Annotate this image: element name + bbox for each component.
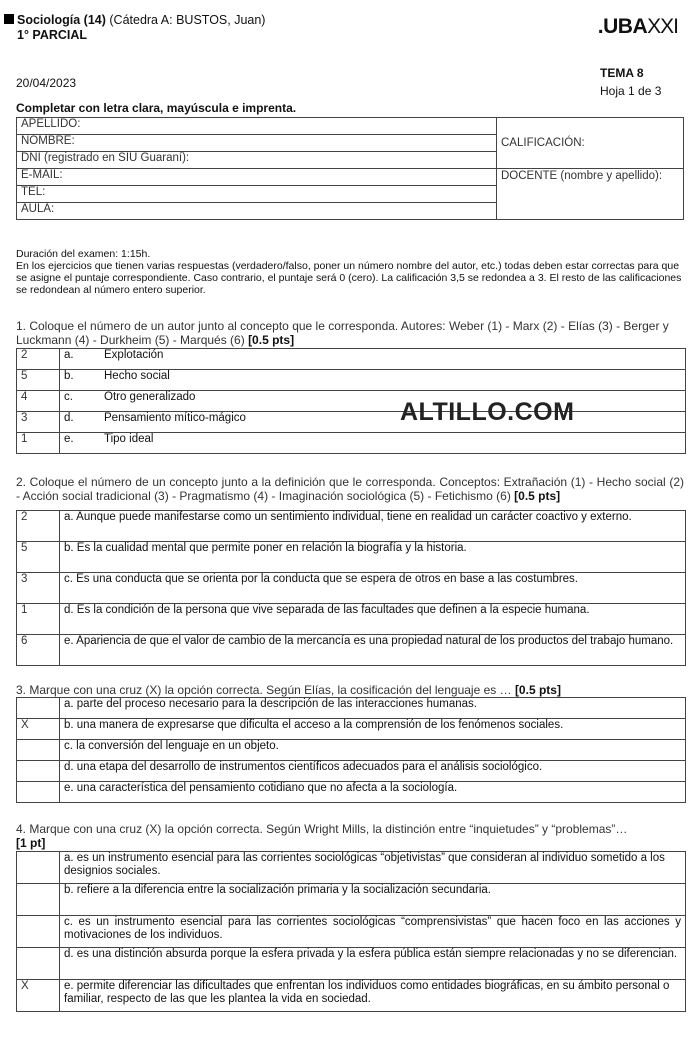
q1-answer[interactable]: 4 (17, 391, 60, 412)
q2-answer[interactable]: 2 (17, 511, 60, 542)
q4-option: a. es un instrumento esencial para las corrientes sociológicas “objetivistas” que consideran al individuo sometido a los designios sociales. (60, 852, 686, 884)
q1-answer[interactable]: 5 (17, 370, 60, 391)
q4-mark[interactable] (17, 916, 60, 948)
q2-option: b. Es la cualidad mental que permite poner en relación la biografía y la historia. (60, 542, 686, 573)
q2-table (16, 510, 686, 666)
q2-answer[interactable]: 6 (17, 635, 60, 666)
course-header (17, 13, 265, 43)
q1-answer[interactable]: 1 (17, 433, 60, 454)
exam-date: 20/04/2023 (16, 76, 77, 90)
q3-points: [0.5 pts] (514, 683, 561, 697)
q2-points: [0.5 pts] (514, 488, 561, 503)
field-apellido[interactable]: APELLIDO: (17, 118, 497, 135)
q1-option: c. Otro generalizado (60, 391, 686, 412)
course-name: Sociología (14) (17, 13, 106, 27)
q2-option: c. Es una conducta que se orienta por la conducta que se espera de otros en base a las costumbres. (60, 573, 686, 604)
q1-option: d. Pensamiento mítico-mágico (60, 412, 686, 433)
q4-title: 4. Marque con una cruz (X) la opción correcta. Según Wright Mills, la distinción entre “inquietudes” y “problemas”… [1 pt] (16, 822, 628, 850)
q1-answer[interactable]: 2 (17, 349, 60, 370)
q2-title: 2. Coloque el número de un concepto junto a la definición que le corresponda. Conceptos: Extrañación (1) - Hecho social (2) - Acción social tradicional (3) - Pragmatismo (4) - Imaginación sociológica (5) - Fetichismo (6) [0.5 pts] (16, 475, 684, 503)
fill-instruction: Completar con letra clara, mayúscula e imprenta. (16, 101, 297, 115)
q3-mark[interactable] (17, 782, 60, 803)
uba-xxi-logo: .UBAXXI (597, 15, 678, 38)
q3-mark[interactable] (17, 698, 60, 719)
q2-option: a. Aunque puede manifestarse como un sentimiento individual, tiene en realidad un carácter coactivo y externo. (60, 511, 686, 542)
q3-option: d. una etapa del desarrollo de instrumentos científicos adecuados para el análisis sociológico. (60, 761, 686, 782)
q1-answer[interactable]: 3 (17, 412, 60, 433)
q4-table (16, 851, 686, 1012)
q3-option: e. una característica del pensamiento cotidiano que no afecta a la sociología. (60, 782, 686, 803)
field-nombre[interactable]: NOMBRE: (17, 135, 497, 152)
q4-mark[interactable] (17, 948, 60, 980)
header-marker (4, 14, 14, 24)
q3-mark[interactable] (17, 740, 60, 761)
q1-option: e. Tipo ideal (60, 433, 686, 454)
student-info-table (16, 117, 684, 220)
exam-title: 1° PARCIAL (17, 28, 88, 42)
q1-title: 1. Coloque el número de un autor junto al concepto que le corresponda. Autores: Weber (1) - Marx (2) - Elías (3) - Berger y Luckmann (4) - Durkheim (5) - Marqués (6) [0.5 pts] (16, 319, 669, 347)
field-email[interactable]: E-MAIL: (17, 169, 497, 186)
q4-option: d. es una distinción absurda porque la esfera privada y la esfera pública están siempre relacionadas y no se diferencian. (60, 948, 686, 980)
field-aula[interactable]: AULA: (17, 203, 497, 220)
field-calificacion[interactable]: CALIFICACIÓN: (497, 118, 684, 169)
q3-table (16, 697, 686, 803)
q4-mark[interactable]: X (17, 980, 60, 1012)
q2-answer[interactable]: 5 (17, 542, 60, 573)
grading-rules: En los ejercicios que tienen varias respuestas (verdadero/falso, poner un número nombre del autor, etc.) todas deben estar correctas para que se asigne el puntaje correspondiente. Caso contrario, el puntaje será 0 (cero). La calificación 3,5 se redondea a 3. El resto de las calificaciones se redondean al número entero superior. (16, 260, 682, 296)
q1-option: a. Explotación (60, 349, 686, 370)
q2-option: d. Es la condición de la persona que vive separada de las facultades que definen a la especie humana. (60, 604, 686, 635)
q2-answer[interactable]: 3 (17, 573, 60, 604)
field-docente[interactable]: DOCENTE (nombre y apellido): (497, 169, 684, 220)
exam-duration: Duración del examen: 1:15h. (16, 248, 151, 260)
exam-notes (16, 248, 684, 296)
q3-option: b. una manera de expresarse que dificulta el acceso a la comprensión de los fenómenos sociales. (60, 719, 686, 740)
q3-mark[interactable] (17, 761, 60, 782)
q1-points: [0.5 pts] (248, 332, 295, 347)
course-chair: (Cátedra A: BUSTOS, Juan) (105, 13, 266, 27)
q1-table (16, 348, 686, 454)
q4-mark[interactable] (17, 884, 60, 916)
q1-option: b. Hecho social (60, 370, 686, 391)
q3-option: a. parte del proceso necesario para la descripción de las interacciones humanas. (60, 698, 686, 719)
q3-mark[interactable]: X (17, 719, 60, 740)
q4-option: c. es un instrumento esencial para las corrientes sociológicas “comprensivistas” que hacen foco en las acciones y motivaciones de los individuos. (60, 916, 686, 948)
q3-option: c. la conversión del lenguaje en un objeto. (60, 740, 686, 761)
field-tel[interactable]: TEL: (17, 186, 497, 203)
q4-points: [1 pt] (16, 835, 46, 850)
tema-label: TEMA 8 (600, 66, 644, 80)
q4-option: e. permite diferenciar las dificultades que enfrentan los individuos como entidades biográficas, en su ámbito personal o familiar, respecto de las que les plantea la vida en sociedad. (60, 980, 686, 1012)
altillo-watermark: ALTILLO.COM (400, 398, 575, 426)
q3-title: 3. Marque con una cruz (X) la opción correcta. Según Elías, la cosificación del lenguaje es … [0.5 pts] (16, 683, 561, 697)
q4-option: b. refiere a la diferencia entre la socialización primaria y la socialización secundaria. (60, 884, 686, 916)
field-dni[interactable]: DNI (registrado en SIU Guaraní): (17, 152, 497, 169)
page-indicator: Hoja 1 de 3 (600, 84, 662, 98)
q4-mark[interactable] (17, 852, 60, 884)
q2-answer[interactable]: 1 (17, 604, 60, 635)
q2-option: e. Apariencia de que el valor de cambio de la mercancía es una propiedad natural de los productos del trabajo humano. (60, 635, 686, 666)
